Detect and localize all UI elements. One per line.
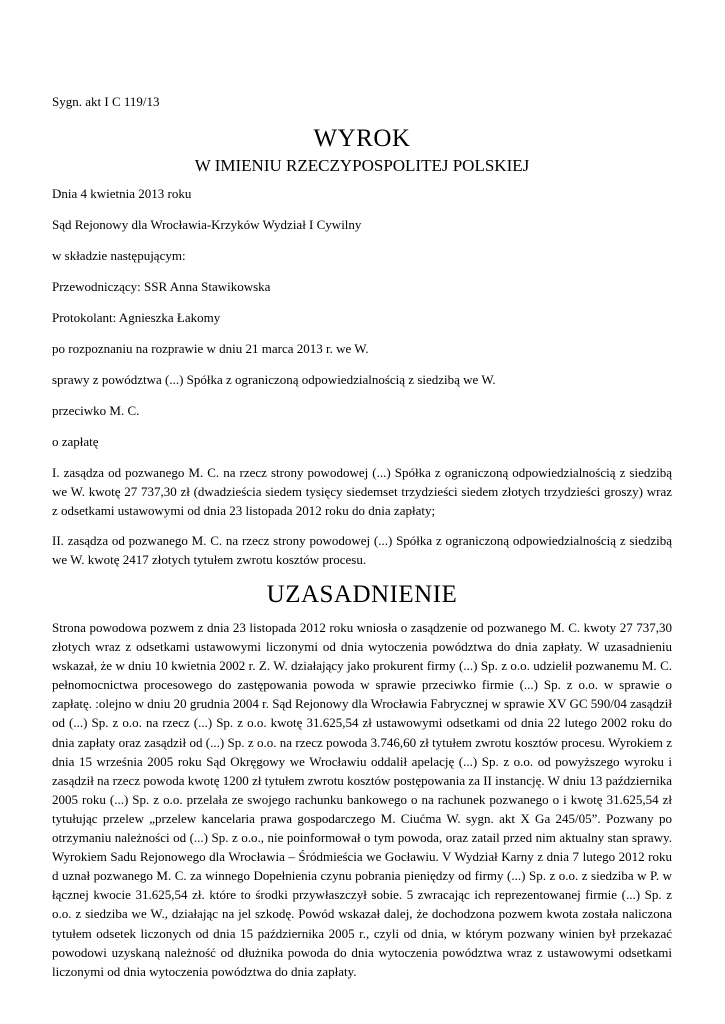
chair-line: Przewodniczący: SSR Anna Stawikowska (52, 279, 271, 294)
case-line: sprawy z powództwa (...) Spółka z ograniczoną odpowiedzialnością z siedzibą we W. (52, 372, 496, 387)
judgment-document (52, 92, 672, 981)
case-signature: Sygn. akt I C 119/13 (52, 94, 160, 109)
court-line: Sąd Rejonowy dla Wrocławia-Krzyków Wydział I Cywilny (52, 217, 362, 232)
document-title: WYROK (313, 125, 411, 152)
ruling-point-1: I. zasądza od pozwanego M. C. na rzecz strony powodowej (...) Spółka z ograniczoną odpowiedzialnością z siedzibą we W. kwotę 27 737,30 zł (dwadzieścia siedem tysięcy siedemset trzydzieści siedem złotych trzydzieści groszy) wraz z odsetkami ustawowymi od dnia 23 listopada 2012 roku do dnia zapłaty; (52, 465, 672, 518)
clerk-line: Protokolant: Agnieszka Łakomy (52, 310, 221, 325)
subject-line: o zapłatę (52, 434, 99, 449)
ruling-point-2: II. zasądza od pozwanego M. C. na rzecz strony powodowej (...) Spółka z ograniczoną odpowiedzialnością z siedzibą we W. kwotę 2417 złotych tytułem zwrotu kosztów procesu. (52, 533, 672, 567)
composition-line: w składzie następującym: (52, 248, 186, 263)
document-subtitle: W IMIENIU RZECZYPOSPOLITEJ POLSKIEJ (194, 156, 530, 175)
date-line: Dnia 4 kwietnia 2013 roku (52, 186, 192, 201)
hearing-line: po rozpoznaniu na rozprawie w dniu 21 marca 2013 r. we W. (52, 341, 369, 356)
against-line: przeciwko M. C. (52, 403, 140, 418)
justification-heading: UZASADNIENIE (266, 581, 458, 608)
justification-text: Strona powodowa pozwem z dnia 23 listopada 2012 roku wniosła o zasądzenie od pozwanego M. C. kwoty 27 737,30 złotych wraz z odsetkami ustawowymi liczonymi od dnia wytoczenia powództwa do dnia zapłaty. W uzasadnieniu wskazał, że w dniu 10 kwietnia 2002 r. Z. W. działający jako prokurent firmy (...) Sp. z o.o. udzielił pozwanemu M. C. pełnomocnictwa procesowego do zastępowania powoda w sprawie przeciwko firmie (...) Sp. z o.o. w sprawie o zapłatę. :olejno w dniu 20 grudnia 2004 r. Sąd Rejonowy dla Wrocławia Fabrycznej w sprawie XV GC 590/04 zasądził od (...) Sp. z o.o. na rzecz (...) Sp. z o.o. kwotę 31.625,54 zł ustawowymi odsetkami od dnia 22 lutego 2002 roku do dnia zapłaty oraz zasądził od (...) Sp. z o.o. na rzecz powoda 3.746,60 zł tytułem zwrotu kosztów procesu. Wyrokiem z dnia 15 września 2005 roku Sąd Okręgowy we Wrocławiu oddalił apelację (...) Sp. z o.o. od powyższego wyroku i zasądził na rzecz powoda kwotę 1200 zł tytułem zwrotu kosztów postępowania za II instancję. W dniu 13 października 2005 roku (...) Sp. z o.o. przelała ze swojego rachunku bankowego o na rachunek pozwanego o i kwotę 31.625,54 zł tytułując przelew „przelew kancelaria prawa gospodarczego M. Ciućma W. sygn. akt X Ga 245/05”. Pozwany po otrzymaniu należności od (...) Sp. z o.o., nie poinformował o tym powoda, oraz zatail przed nim aktualny stan sprawy. Wyrokiem Sadu Rejonowego dla Wrocławia – Śródmieścia we Gocławiu. V Wydział Karny z dnia 7 lutego 2012 roku d uznał pozwanego M. C. za winnego Dopełnienia czynu pobrania pieniędzy od firmy (...) Sp. z o.o. z siedziba w P. w łącznej kwocie 31.625,54 zł. które to środki przywłaszczył sobie. 5 zwracając ich reprezentowanej firmie (...) Sp. z o.o. z siedziba we W., działając na jel szkodę. Powód wskazał dalej, że dochodzona pozwem kwota została naliczona tytułem odsetek liczonych od dnia 15 października 2005 r., czyli od dnia, w którym pozwany winien był przekazać powodowi uzyskaną należność od dłużnika powoda do dnia wytoczenia powództwa wraz z ustawowymi odsetkami liczonymi od dnia wytoczenia powództwa do dnia zapłaty. (52, 620, 672, 979)
